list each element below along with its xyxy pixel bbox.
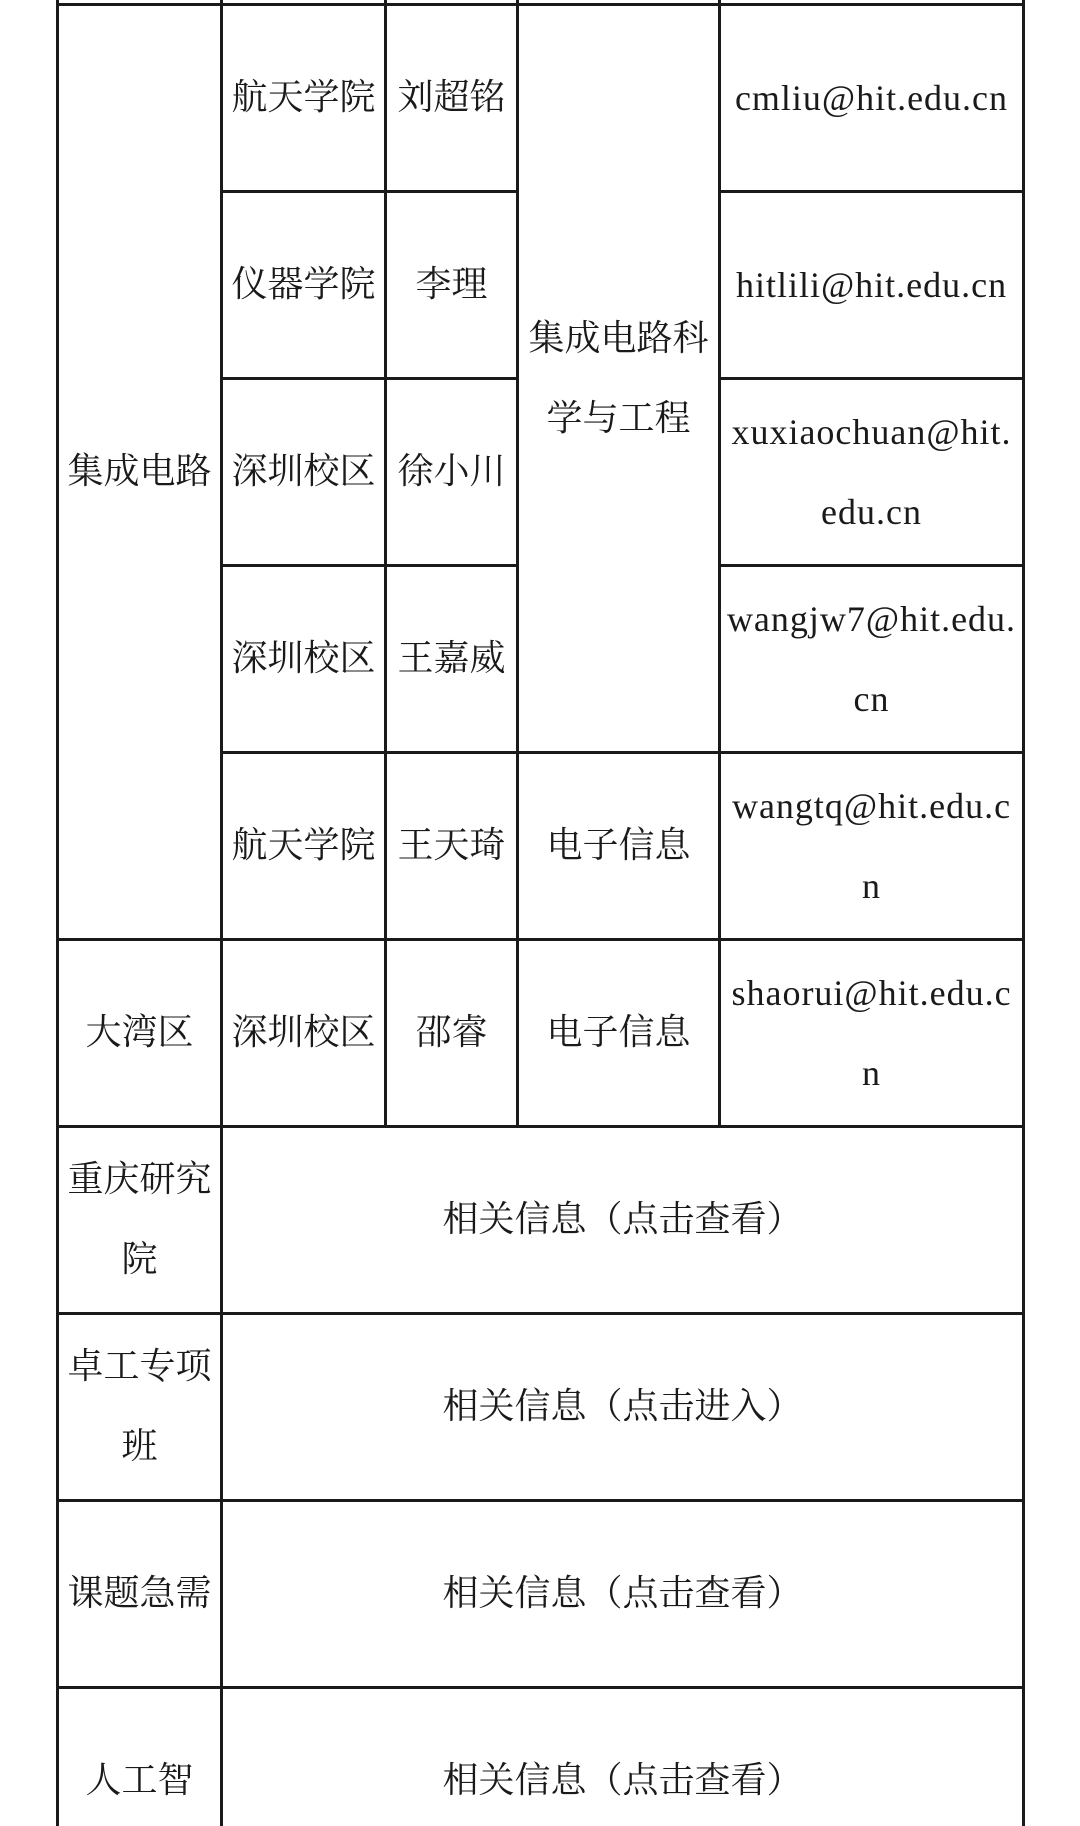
school-cell: 深圳校区 bbox=[222, 379, 386, 566]
info-link-ai[interactable]: 相关信息（点击查看） bbox=[222, 1688, 1024, 1826]
name-cell: 邵睿 bbox=[386, 940, 518, 1127]
school-cell: 航天学院 bbox=[222, 753, 386, 940]
region-cell: 课题急需 bbox=[58, 1501, 222, 1688]
email-cell: wangtq@hit.edu.cn bbox=[720, 753, 1024, 940]
major-cell: 集成电路科学与工程 bbox=[518, 5, 720, 753]
email-cell: cmliu@hit.edu.cn bbox=[720, 5, 1024, 192]
major-cell: 电子信息 bbox=[518, 753, 720, 940]
name-cell: 徐小川 bbox=[386, 379, 518, 566]
region-cell: 大湾区 bbox=[58, 940, 222, 1127]
table-row bbox=[58, 940, 1024, 1127]
email-cell: wangjw7@hit.edu.cn bbox=[720, 566, 1024, 753]
table-row bbox=[58, 1688, 1024, 1826]
name-cell: 王天琦 bbox=[386, 753, 518, 940]
email-cell: shaorui@hit.edu.cn bbox=[720, 940, 1024, 1127]
name-cell: 王嘉威 bbox=[386, 566, 518, 753]
school-cell: 航天学院 bbox=[222, 5, 386, 192]
info-link-urgent-topics[interactable]: 相关信息（点击查看） bbox=[222, 1501, 1024, 1688]
contact-table bbox=[56, 0, 1025, 1826]
major-cell: 电子信息 bbox=[518, 940, 720, 1127]
email-cell: xuxiaochuan@hit.edu.cn bbox=[720, 379, 1024, 566]
name-cell: 刘超铭 bbox=[386, 5, 518, 192]
table-row bbox=[58, 1314, 1024, 1501]
school-cell: 仪器学院 bbox=[222, 192, 386, 379]
info-link-chongqing[interactable]: 相关信息（点击查看） bbox=[222, 1127, 1024, 1314]
table-row bbox=[58, 1501, 1024, 1688]
table-row bbox=[58, 1127, 1024, 1314]
school-cell: 深圳校区 bbox=[222, 566, 386, 753]
table-row bbox=[58, 5, 1024, 192]
region-cell: 人工智 bbox=[58, 1688, 222, 1826]
name-cell: 李理 bbox=[386, 192, 518, 379]
email-cell: hitlili@hit.edu.cn bbox=[720, 192, 1024, 379]
region-cell: 卓工专项班 bbox=[58, 1314, 222, 1501]
region-cell: 重庆研究院 bbox=[58, 1127, 222, 1314]
school-cell: 深圳校区 bbox=[222, 940, 386, 1127]
info-link-zhuogong[interactable]: 相关信息（点击进入） bbox=[222, 1314, 1024, 1501]
region-cell: 集成电路 bbox=[58, 5, 222, 940]
